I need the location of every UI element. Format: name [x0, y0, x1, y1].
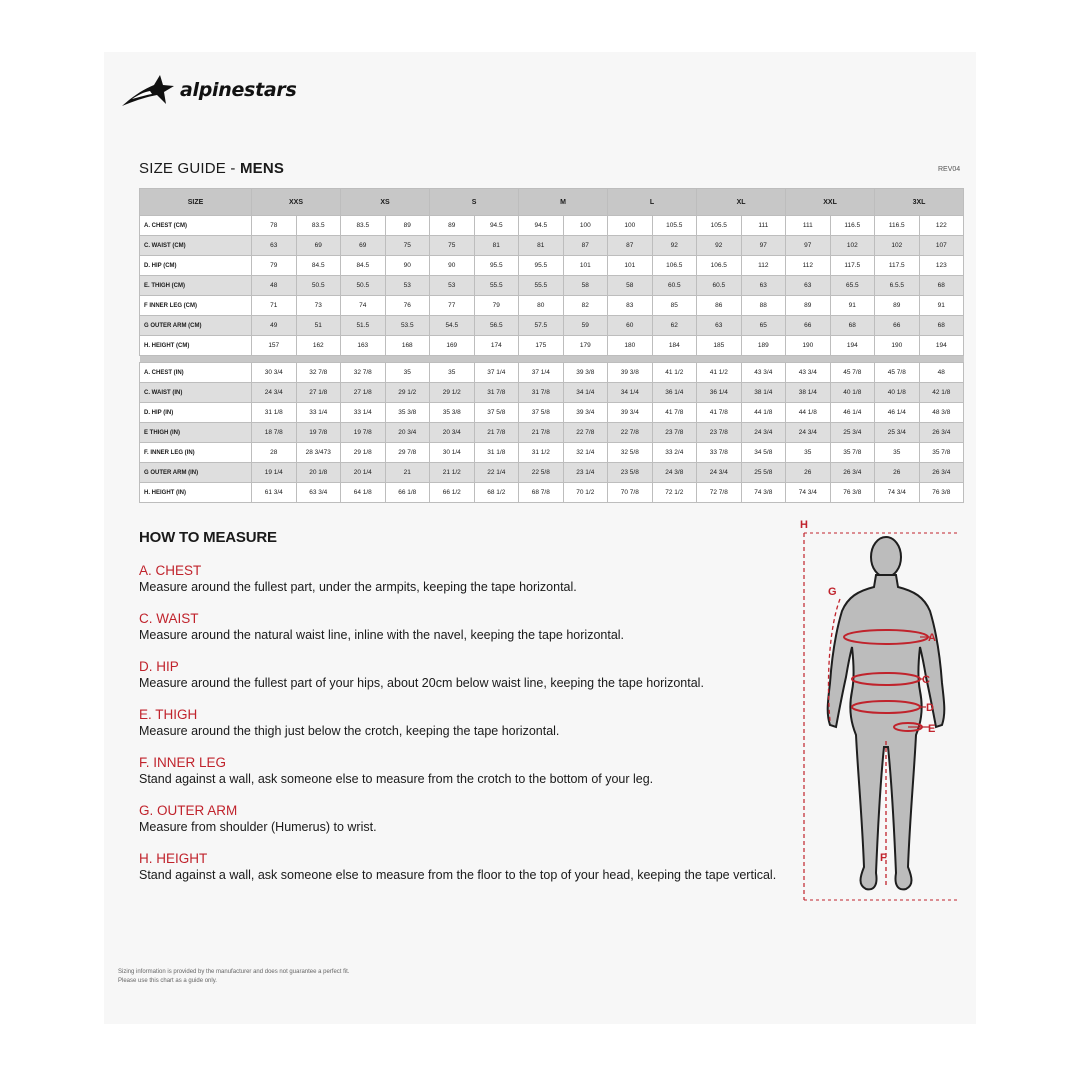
table-cell: 24 3/4 — [252, 383, 297, 403]
table-cell: 87 — [563, 236, 608, 256]
table-cell: 168 — [385, 336, 430, 356]
table-cell: 74 3/8 — [741, 483, 786, 503]
size-table — [139, 188, 964, 503]
table-cell: 49 — [252, 316, 297, 336]
table-cell: 83.5 — [296, 216, 341, 236]
table-cell: 95.5 — [474, 256, 519, 276]
table-cell: 70 7/8 — [608, 483, 653, 503]
table-cell: 89 — [430, 216, 475, 236]
table-cell: 33 1/4 — [296, 403, 341, 423]
table-cell: 75 — [385, 236, 430, 256]
row-label: D. HIP (IN) — [140, 403, 252, 423]
table-cell: 116.5 — [875, 216, 920, 236]
table-cell: 95.5 — [519, 256, 564, 276]
table-row — [140, 403, 964, 423]
size-header-xxl: XXL — [786, 189, 875, 216]
row-label: A. CHEST (IN) — [140, 363, 252, 383]
table-cell: 91 — [830, 296, 875, 316]
size-header-row — [140, 189, 964, 216]
row-label: G OUTER ARM (CM) — [140, 316, 252, 336]
table-cell: 85 — [652, 296, 697, 316]
table-cell: 34 5/8 — [741, 443, 786, 463]
table-cell: 89 — [875, 296, 920, 316]
table-cell: 194 — [830, 336, 875, 356]
measure-description: Measure around the fullest part, under the armpits, keeping the tape horizontal. — [139, 580, 577, 594]
table-cell: 25 3/4 — [875, 423, 920, 443]
table-cell: 92 — [652, 236, 697, 256]
table-cell: 53 — [430, 276, 475, 296]
table-cell: 33 1/4 — [341, 403, 386, 423]
table-cell: 116.5 — [830, 216, 875, 236]
table-cell: 32 7/8 — [341, 363, 386, 383]
table-cell: 30 3/4 — [252, 363, 297, 383]
table-cell: 175 — [519, 336, 564, 356]
measure-description: Measure around the thigh just below the crotch, keeping the tape horizontal. — [139, 724, 560, 738]
table-cell: 106.5 — [652, 256, 697, 276]
table-cell: 37 1/4 — [519, 363, 564, 383]
table-cell: 36 1/4 — [697, 383, 742, 403]
table-cell: 45 7/8 — [830, 363, 875, 383]
title-prefix: SIZE GUIDE - — [139, 160, 240, 177]
table-cell: 71 — [252, 296, 297, 316]
table-cell: 69 — [341, 236, 386, 256]
brand-name: alpinestars — [180, 79, 297, 101]
table-cell: 94.5 — [519, 216, 564, 236]
table-row — [140, 423, 964, 443]
table-cell: 81 — [519, 236, 564, 256]
table-cell: 105.5 — [652, 216, 697, 236]
table-cell: 72 7/8 — [697, 483, 742, 503]
table-cell: 70 1/2 — [563, 483, 608, 503]
table-cell: 27 1/8 — [296, 383, 341, 403]
table-cell: 66 1/2 — [430, 483, 475, 503]
table-cell: 31 7/8 — [474, 383, 519, 403]
table-cell: 74 3/4 — [786, 483, 831, 503]
table-row — [140, 483, 964, 503]
table-cell: 66 — [786, 316, 831, 336]
measure-title: A. CHEST — [139, 563, 202, 578]
table-cell: 62 — [652, 316, 697, 336]
table-cell: 24 3/4 — [741, 423, 786, 443]
table-cell: 23 7/8 — [652, 423, 697, 443]
measure-title: C. WAIST — [139, 611, 199, 626]
table-cell: 55.5 — [519, 276, 564, 296]
table-cell: 32 5/8 — [608, 443, 653, 463]
table-cell: 77 — [430, 296, 475, 316]
title-emphasis: MENS — [239, 160, 285, 177]
table-row — [140, 216, 964, 236]
table-cell: 20 1/8 — [296, 463, 341, 483]
table-cell: 34 1/4 — [608, 383, 653, 403]
revision-label: REV04 — [938, 166, 961, 173]
table-cell: 24 3/8 — [652, 463, 697, 483]
row-label: A. CHEST (CM) — [140, 216, 252, 236]
table-cell: 184 — [652, 336, 697, 356]
table-cell: 179 — [563, 336, 608, 356]
table-cell: 35 — [786, 443, 831, 463]
table-cell: 48 3/8 — [919, 403, 964, 423]
table-cell: 35 3/8 — [430, 403, 475, 423]
table-cell: 48 — [919, 363, 964, 383]
table-cell: 22 7/8 — [608, 423, 653, 443]
table-cell: 35 — [385, 363, 430, 383]
table-cell: 101 — [608, 256, 653, 276]
table-cell: 46 1/4 — [875, 403, 920, 423]
size-header-xl: XL — [697, 189, 786, 216]
table-cell: 74 3/4 — [875, 483, 920, 503]
table-cell: 90 — [385, 256, 430, 276]
row-label: F. INNER LEG (IN) — [140, 443, 252, 463]
table-cell: 38 1/4 — [786, 383, 831, 403]
table-cell: 194 — [919, 336, 964, 356]
disclaimer-line-1: Sizing information is provided by the manufacturer and does not guarantee a perfect fit. — [118, 969, 350, 975]
table-cell: 35 — [875, 443, 920, 463]
table-cell: 90 — [430, 256, 475, 276]
disclaimer — [118, 968, 349, 986]
disclaimer-line-2: Please use this chart as a guide only. — [118, 978, 217, 984]
table-cell: 68 1/2 — [474, 483, 519, 503]
table-cell: 111 — [786, 216, 831, 236]
table-cell: 6.5.5 — [875, 276, 920, 296]
table-cell: 68 7/8 — [519, 483, 564, 503]
table-cell: 112 — [741, 256, 786, 276]
table-cell: 26 — [786, 463, 831, 483]
table-cell: 53.5 — [385, 316, 430, 336]
table-row — [140, 383, 964, 403]
size-header-xxs: XXS — [252, 189, 341, 216]
table-cell: 22 5/8 — [519, 463, 564, 483]
table-cell: 31 1/8 — [252, 403, 297, 423]
table-cell: 48 — [252, 276, 297, 296]
table-cell: 63 3/4 — [296, 483, 341, 503]
label-c: C — [922, 674, 930, 686]
table-cell: 68 — [919, 316, 964, 336]
table-cell: 41 7/8 — [697, 403, 742, 423]
table-cell: 64 1/8 — [341, 483, 386, 503]
table-cell: 33 2/4 — [652, 443, 697, 463]
table-cell: 37 5/8 — [519, 403, 564, 423]
table-cell: 40 1/8 — [830, 383, 875, 403]
table-cell: 66 1/8 — [385, 483, 430, 503]
table-cell: 74 — [341, 296, 386, 316]
table-cell: 21 7/8 — [474, 423, 519, 443]
table-cell: 19 7/8 — [296, 423, 341, 443]
table-cell: 23 1/4 — [563, 463, 608, 483]
table-cell: 68 — [919, 276, 964, 296]
size-header-l: L — [608, 189, 697, 216]
table-cell: 39 3/8 — [563, 363, 608, 383]
table-cell: 84.5 — [296, 256, 341, 276]
table-cell: 87 — [608, 236, 653, 256]
table-cell: 27 1/8 — [341, 383, 386, 403]
table-cell: 46 1/4 — [830, 403, 875, 423]
table-cell: 44 1/8 — [741, 403, 786, 423]
table-cell: 63 — [741, 276, 786, 296]
table-cell: 97 — [786, 236, 831, 256]
table-cell: 86 — [697, 296, 742, 316]
table-cell: 26 3/4 — [919, 463, 964, 483]
table-cell: 24 3/4 — [697, 463, 742, 483]
table-cell: 50.5 — [296, 276, 341, 296]
table-row — [140, 316, 964, 336]
table-cell: 50.5 — [341, 276, 386, 296]
table-cell: 59 — [563, 316, 608, 336]
measure-description: Stand against a wall, ask someone else to measure from the crotch to the bottom of your leg. — [139, 772, 654, 786]
table-cell: 101 — [563, 256, 608, 276]
table-cell: 189 — [741, 336, 786, 356]
table-cell: 26 3/4 — [919, 423, 964, 443]
table-cell: 76 3/8 — [919, 483, 964, 503]
size-header-s: S — [430, 189, 519, 216]
body-measurement-figure — [790, 515, 980, 910]
row-label: G OUTER ARM (IN) — [140, 463, 252, 483]
table-cell: 75 — [430, 236, 475, 256]
row-label: H. HEIGHT (IN) — [140, 483, 252, 503]
table-cell: 89 — [786, 296, 831, 316]
table-cell: 32 1/4 — [563, 443, 608, 463]
table-cell: 53 — [385, 276, 430, 296]
row-label: C. WAIST (IN) — [140, 383, 252, 403]
row-label: C. WAIST (CM) — [140, 236, 252, 256]
table-cell: 21 7/8 — [519, 423, 564, 443]
measure-title: G. OUTER ARM — [139, 803, 238, 818]
table-row — [140, 296, 964, 316]
table-cell: 26 — [875, 463, 920, 483]
table-cell: 31 7/8 — [519, 383, 564, 403]
table-cell: 34 1/4 — [563, 383, 608, 403]
measure-title: F. INNER LEG — [139, 755, 227, 770]
table-cell: 20 1/4 — [341, 463, 386, 483]
table-cell: 174 — [474, 336, 519, 356]
table-cell: 63 — [252, 236, 297, 256]
table-cell: 28 3/473 — [296, 443, 341, 463]
size-header-3xl: 3XL — [875, 189, 964, 216]
table-row — [140, 443, 964, 463]
table-cell: 20 3/4 — [430, 423, 475, 443]
table-row — [140, 276, 964, 296]
table-cell: 44 1/8 — [786, 403, 831, 423]
label-a: A — [928, 632, 936, 644]
table-cell: 83.5 — [341, 216, 386, 236]
row-label: E. THIGH (CM) — [140, 276, 252, 296]
table-cell: 51 — [296, 316, 341, 336]
table-cell: 35 7/8 — [919, 443, 964, 463]
measure-description: Measure from shoulder (Humerus) to wrist. — [139, 820, 377, 834]
row-label: F INNER LEG (CM) — [140, 296, 252, 316]
measure-title: E. THIGH — [139, 707, 198, 722]
table-cell: 169 — [430, 336, 475, 356]
table-cell: 51.5 — [341, 316, 386, 336]
table-row — [140, 463, 964, 483]
table-cell: 73 — [296, 296, 341, 316]
table-cell: 43 3/4 — [741, 363, 786, 383]
label-f: F — [880, 852, 887, 864]
table-cell: 22 7/8 — [563, 423, 608, 443]
table-cell: 122 — [919, 216, 964, 236]
measure-description: Measure around the fullest part of your hips, about 20cm below waist line, keeping the tape horizontal. — [139, 676, 704, 690]
measure-title: D. HIP — [139, 659, 179, 674]
table-cell: 35 3/8 — [385, 403, 430, 423]
table-cell: 37 1/4 — [474, 363, 519, 383]
label-h: H — [800, 519, 808, 531]
table-cell: 39 3/4 — [563, 403, 608, 423]
table-cell: 80 — [519, 296, 564, 316]
table-cell: 84.5 — [341, 256, 386, 276]
table-cell: 39 3/8 — [608, 363, 653, 383]
table-cell: 33 7/8 — [697, 443, 742, 463]
table-cell: 190 — [786, 336, 831, 356]
brand-logo — [120, 70, 296, 110]
table-cell: 37 5/8 — [474, 403, 519, 423]
table-cell: 185 — [697, 336, 742, 356]
table-cell: 57.5 — [519, 316, 564, 336]
size-header-m: M — [519, 189, 608, 216]
table-cell: 29 1/2 — [385, 383, 430, 403]
table-cell: 79 — [252, 256, 297, 276]
table-cell: 22 1/4 — [474, 463, 519, 483]
table-cell: 91 — [919, 296, 964, 316]
row-label: H. HEIGHT (CM) — [140, 336, 252, 356]
table-cell: 190 — [875, 336, 920, 356]
table-cell: 21 1/2 — [430, 463, 475, 483]
label-e: E — [928, 723, 936, 735]
table-cell: 76 — [385, 296, 430, 316]
table-cell: 66 — [875, 316, 920, 336]
measure-description: Measure around the natural waist line, inline with the navel, keeping the tape horizontal. — [139, 628, 625, 642]
table-cell: 60.5 — [697, 276, 742, 296]
table-cell: 55.5 — [474, 276, 519, 296]
row-label: E THIGH (IN) — [140, 423, 252, 443]
row-label: D. HIP (CM) — [140, 256, 252, 276]
table-cell: 30 1/4 — [430, 443, 475, 463]
table-cell: 38 1/4 — [741, 383, 786, 403]
size-header-xs: XS — [341, 189, 430, 216]
table-cell: 102 — [875, 236, 920, 256]
table-cell: 25 3/4 — [830, 423, 875, 443]
table-cell: 106.5 — [697, 256, 742, 276]
table-cell: 41 7/8 — [652, 403, 697, 423]
table-cell: 65 — [741, 316, 786, 336]
table-cell: 83 — [608, 296, 653, 316]
table-cell: 54.5 — [430, 316, 475, 336]
table-cell: 19 7/8 — [341, 423, 386, 443]
table-cell: 162 — [296, 336, 341, 356]
table-cell: 31 1/8 — [474, 443, 519, 463]
table-cell: 24 3/4 — [786, 423, 831, 443]
table-cell: 81 — [474, 236, 519, 256]
table-cell: 63 — [786, 276, 831, 296]
size-column-header: SIZE — [140, 189, 252, 216]
table-cell: 35 — [430, 363, 475, 383]
table-cell: 42 1/8 — [919, 383, 964, 403]
table-cell: 29 1/8 — [341, 443, 386, 463]
table-cell: 63 — [697, 316, 742, 336]
table-cell: 45 7/8 — [875, 363, 920, 383]
table-cell: 112 — [786, 256, 831, 276]
table-cell: 79 — [474, 296, 519, 316]
table-cell: 39 3/4 — [608, 403, 653, 423]
table-cell: 105.5 — [697, 216, 742, 236]
table-cell: 107 — [919, 236, 964, 256]
table-cell: 32 7/8 — [296, 363, 341, 383]
measure-title: H. HEIGHT — [139, 851, 208, 866]
table-row — [140, 236, 964, 256]
table-cell: 82 — [563, 296, 608, 316]
table-cell: 19 1/4 — [252, 463, 297, 483]
table-cell: 60.5 — [652, 276, 697, 296]
table-cell: 69 — [296, 236, 341, 256]
table-cell: 23 5/8 — [608, 463, 653, 483]
table-cell: 180 — [608, 336, 653, 356]
table-cell: 97 — [741, 236, 786, 256]
table-cell: 102 — [830, 236, 875, 256]
table-cell: 23 7/8 — [697, 423, 742, 443]
table-cell: 100 — [608, 216, 653, 236]
table-cell: 21 — [385, 463, 430, 483]
table-cell: 36 1/4 — [652, 383, 697, 403]
table-cell: 41 1/2 — [697, 363, 742, 383]
table-cell: 56.5 — [474, 316, 519, 336]
table-cell: 94.5 — [474, 216, 519, 236]
alpinestars-star-logo-icon — [120, 73, 176, 107]
table-cell: 123 — [919, 256, 964, 276]
measure-description: Stand against a wall, ask someone else to measure from the floor to the top of your head, keeping the tape vertical. — [139, 868, 777, 882]
table-cell: 58 — [563, 276, 608, 296]
table-cell: 163 — [341, 336, 386, 356]
table-cell: 68 — [830, 316, 875, 336]
table-cell: 26 3/4 — [830, 463, 875, 483]
table-cell: 41 1/2 — [652, 363, 697, 383]
table-cell: 18 7/8 — [252, 423, 297, 443]
label-g: G — [828, 586, 837, 598]
label-d: D — [926, 702, 934, 714]
table-cell: 100 — [563, 216, 608, 236]
table-cell: 92 — [697, 236, 742, 256]
table-cell: 25 5/8 — [741, 463, 786, 483]
table-cell: 88 — [741, 296, 786, 316]
table-cell: 117.5 — [830, 256, 875, 276]
table-row — [140, 336, 964, 356]
table-cell: 35 7/8 — [830, 443, 875, 463]
table-cell: 72 1/2 — [652, 483, 697, 503]
table-cell: 61 3/4 — [252, 483, 297, 503]
page-title — [139, 160, 284, 177]
table-separator — [140, 356, 964, 363]
table-cell: 31 1/2 — [519, 443, 564, 463]
table-cell: 28 — [252, 443, 297, 463]
table-cell: 76 3/8 — [830, 483, 875, 503]
table-row — [140, 363, 964, 383]
how-to-measure-heading: HOW TO MEASURE — [139, 529, 277, 546]
table-cell: 117.5 — [875, 256, 920, 276]
table-row — [140, 256, 964, 276]
table-cell: 111 — [741, 216, 786, 236]
table-cell: 29 1/2 — [430, 383, 475, 403]
table-cell: 40 1/8 — [875, 383, 920, 403]
table-cell: 157 — [252, 336, 297, 356]
table-cell: 43 3/4 — [786, 363, 831, 383]
table-cell: 78 — [252, 216, 297, 236]
table-cell: 20 3/4 — [385, 423, 430, 443]
table-cell: 29 7/8 — [385, 443, 430, 463]
table-cell: 89 — [385, 216, 430, 236]
table-cell: 65.5 — [830, 276, 875, 296]
separator-cell — [140, 356, 964, 363]
table-cell: 60 — [608, 316, 653, 336]
table-cell: 58 — [608, 276, 653, 296]
